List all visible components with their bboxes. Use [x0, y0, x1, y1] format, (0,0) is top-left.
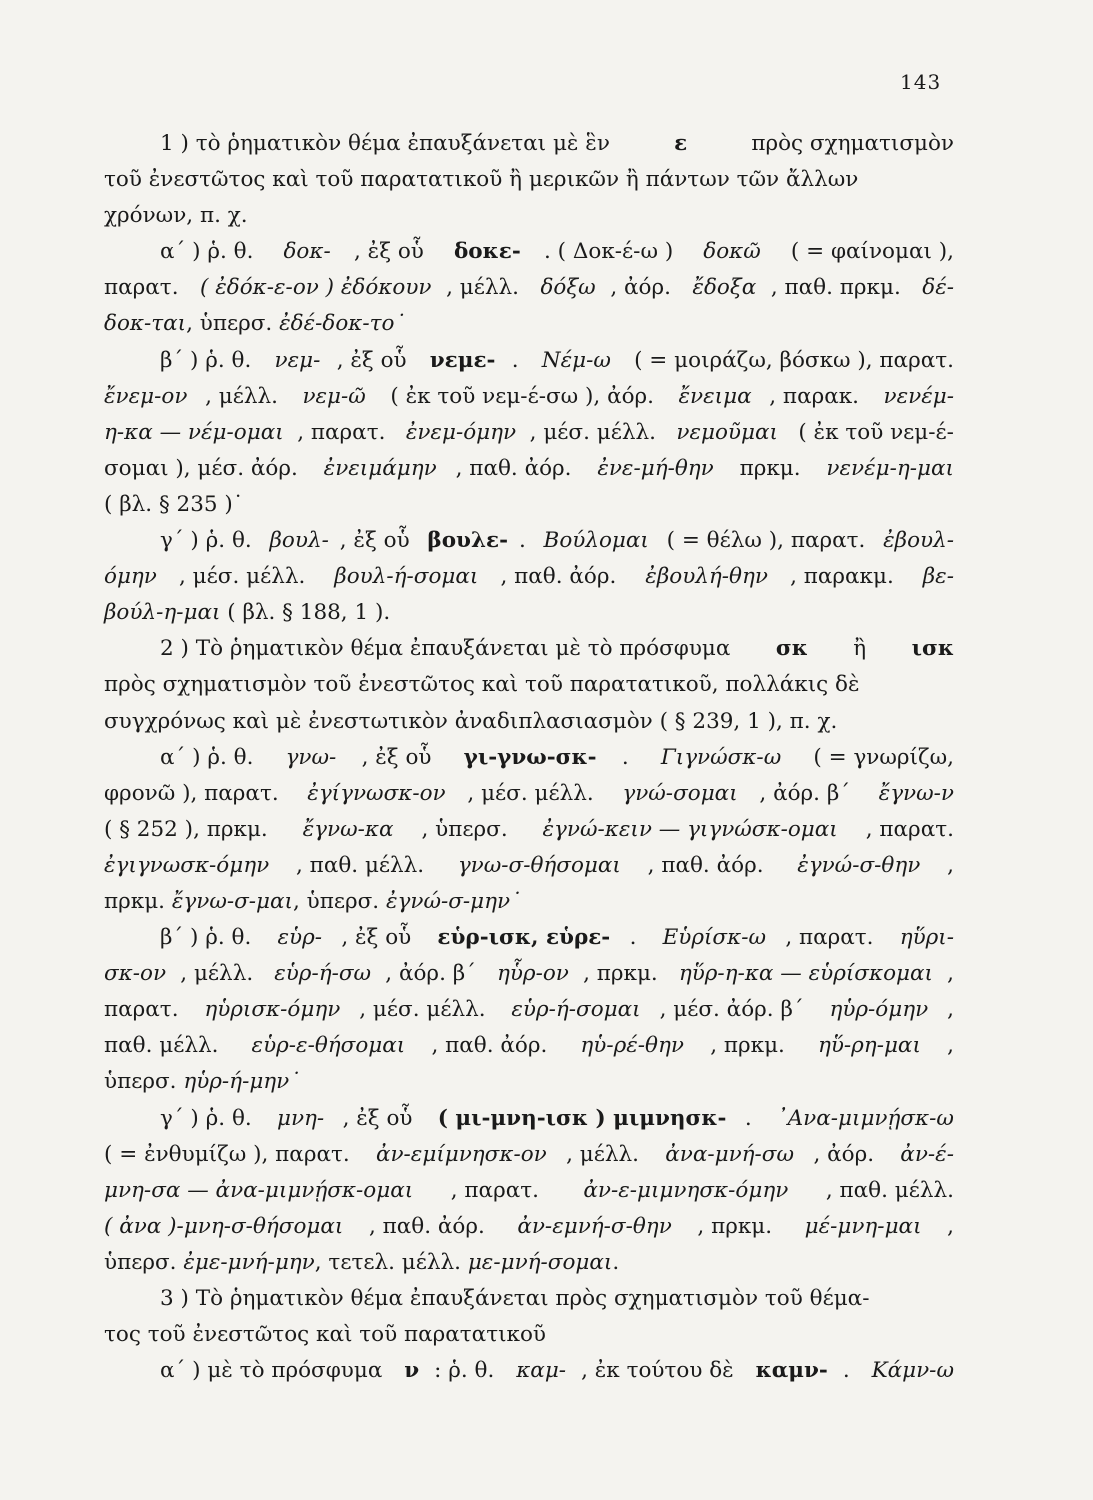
text-line	[104, 1173, 954, 1209]
text-segment: εὑρ-ισκ, εὑρε-	[437, 925, 611, 951]
text-segment: , παθ. ἀόρ.	[455, 455, 579, 481]
text-segment: σκ	[775, 636, 808, 662]
text-segment: τοῦ ἐνεστῶτος καὶ τοῦ παρατατικοῦ ἢ μερικῶν ἢ πάντων τῶν ἄλλων	[104, 167, 859, 193]
text-segment: νενέμ-η-μαι	[826, 455, 954, 481]
text-line	[104, 1209, 954, 1245]
text-segment: 1 ) τὸ ῥηματικὸν θέμα ἐπαυξάνεται μὲ ἓν	[160, 131, 617, 156]
text-segment: , μέλλ.	[446, 275, 526, 301]
text-segment: εὑρ-	[277, 925, 323, 951]
text-segment: 2 ) Τὸ ῥηματικὸν θέμα ἐπαυξάνεται μὲ τὸ πρόσφυμα	[160, 636, 738, 662]
text-segment: , ἐξ οὗ	[336, 347, 414, 373]
text-segment: ( = ἐνθυμίζω ), παρατ.	[104, 1141, 357, 1167]
text-segment: ( ἐκ τοῦ νεμ-έ-σω ), ἀόρ.	[383, 383, 661, 409]
text-segment: Βούλομαι	[543, 528, 649, 554]
text-segment: ἔνεμ-ον	[104, 383, 188, 409]
text-segment: μνη-σα — ἀνα-μιμνῄσκ-ομαι	[104, 1177, 414, 1203]
text-segment: ἔγνω-κα	[302, 816, 394, 842]
text-segment: ηὕρ-η-κα — εὑρίσκομαι	[678, 961, 933, 987]
text-segment: ηὑρισκ-όμην	[204, 997, 341, 1023]
text-segment: ( μι-μνη-ισκ ) μιμνησκ-	[437, 1105, 727, 1131]
text-segment: νεμ-ῶ	[302, 383, 366, 409]
text-segment: .	[612, 1249, 620, 1275]
text-line	[104, 1064, 954, 1100]
text-segment: όμην	[104, 564, 157, 590]
text-segment: δέ-	[922, 275, 954, 301]
text-segment: ηὗρ-ον	[496, 961, 569, 987]
text-line	[104, 1028, 954, 1064]
text-segment: ἀν-εμνή-σ-θην	[517, 1213, 672, 1239]
text-segment: , ὑπερσ.	[186, 311, 280, 337]
text-segment: ἔνειμα	[678, 383, 752, 409]
text-segment: ἀνα-μνή-σω	[665, 1141, 795, 1167]
text-segment: μνη-	[276, 1105, 325, 1131]
text-segment: ἔγνω-ν	[878, 780, 954, 806]
page-number: 143	[900, 70, 942, 94]
text-line	[104, 812, 954, 848]
text-segment: πρὸς σχηματισμὸν τοῦ ἐνεστῶτος καὶ τοῦ παρατατικοῦ, πολλάκις δὲ	[104, 672, 860, 698]
text-segment: ἐβουλ-	[883, 528, 954, 554]
text-segment: .	[744, 1105, 759, 1131]
text-segment: ( = θέλω ), παρατ.	[659, 528, 873, 554]
text-segment: ,	[947, 997, 954, 1023]
text-segment: , πρκμ.	[583, 961, 665, 987]
text-segment: , παθ. μέλλ.	[825, 1177, 954, 1203]
text-segment: , ἀόρ. β΄	[759, 780, 857, 806]
text-segment: , μέλλ.	[180, 961, 260, 987]
text-segment: , παρατ.	[785, 925, 881, 951]
text-segment: , ἐξ οὗ	[361, 744, 439, 770]
text-segment: , μέσ. μέλλ.	[467, 780, 601, 806]
text-segment: ὑπερσ.	[104, 1249, 184, 1275]
text-segment: ἀν-εμίμνησκ-ον	[375, 1141, 547, 1167]
text-segment: , μέσ. μέλλ.	[179, 564, 313, 590]
text-segment: 3 ) Τὸ ῥηματικὸν θέμα ἐπαυξάνεται πρὸς σχηματισμὸν τοῦ θέμα-	[160, 1286, 870, 1311]
text-segment: ἢ	[846, 636, 873, 662]
text-segment: ( βλ. § 188, 1 ).	[220, 600, 391, 626]
text-segment: δόξω	[540, 275, 596, 301]
text-segment: ,	[947, 1213, 954, 1239]
text-segment: Κάμν-ω	[871, 1358, 954, 1384]
text-segment: ἐγνώ-σ-θην	[797, 852, 921, 878]
text-segment: β΄ ) ῥ. θ.	[160, 347, 259, 373]
text-segment: , παθ. πρκμ.	[770, 275, 908, 301]
text-segment: νεμε-	[429, 347, 496, 373]
text-segment: γνω-σ-θήσομαι	[457, 852, 621, 878]
text-line	[104, 126, 954, 162]
text-segment: .	[842, 1358, 857, 1384]
text-segment: ἐγνώ-κειν — γιγνώσκ-ομαι	[542, 816, 838, 842]
text-segment: δοκῶ	[703, 239, 761, 265]
text-segment: βουλε-	[427, 528, 509, 554]
text-segment: β΄ ) ῥ. θ.	[160, 925, 259, 951]
text-segment: ( βλ. § 235 )˙	[104, 491, 244, 517]
text-segment: , ἀόρ. β΄	[385, 961, 483, 987]
text-segment: , παρακμ.	[790, 564, 901, 590]
text-segment: ἔγνω-σ-μαι	[171, 888, 293, 914]
text-segment: γ΄ ) ῥ. θ.	[160, 1105, 259, 1131]
text-line	[104, 270, 954, 306]
body-text	[104, 126, 954, 1389]
text-segment: .	[629, 925, 644, 951]
text-line	[104, 1317, 954, 1353]
text-line	[104, 523, 954, 559]
text-segment: ἀν-έ-	[900, 1141, 954, 1167]
text-segment: συγχρόνως καὶ μὲ ἐνεστωτικὸν ἀναδιπλασιασμὸν ( § 239, 1 ), π. χ.	[104, 708, 838, 734]
text-segment: ἐγίγνωσκ-ον	[307, 780, 446, 806]
text-line	[104, 198, 954, 234]
text-segment: ηὕ-ρη-μαι	[817, 1033, 921, 1059]
text-segment: γνω-	[285, 744, 337, 770]
text-segment: παρατ.	[104, 997, 186, 1023]
text-segment: με-μνή-σομαι	[467, 1249, 613, 1275]
text-segment: ( ἐδόκ-ε-ον ) ἐδόκουν	[200, 275, 432, 301]
text-segment: Νέμ-ω	[541, 347, 611, 373]
text-segment: , μέλλ.	[205, 383, 285, 409]
text-segment: ε	[674, 131, 688, 156]
text-line	[104, 306, 954, 342]
text-segment: καμ-	[516, 1358, 567, 1384]
text-segment: παθ. μέλλ.	[104, 1033, 226, 1059]
text-segment: , ἐξ οὗ	[341, 925, 419, 951]
text-segment: ηὑρ-όμην	[829, 997, 929, 1023]
text-segment: ἐγνώ-σ-μην˙	[385, 888, 521, 914]
text-segment: ᾿Ανα-μιμνῄσκ-ω	[776, 1105, 954, 1131]
text-line	[104, 740, 954, 776]
text-segment: γνώ-σομαι	[622, 780, 738, 806]
text-segment: , παρατ.	[297, 419, 393, 445]
text-line	[104, 379, 954, 415]
text-segment: ὑπερσ.	[104, 1069, 184, 1095]
text-segment: σκ-ον	[104, 961, 167, 987]
text-line	[104, 631, 954, 667]
text-segment: η-κα — νέμ-ομαι	[104, 419, 284, 445]
text-segment: χρόνων, π. χ.	[104, 203, 248, 229]
text-segment: ηὑ-ρέ-θην	[580, 1033, 684, 1059]
text-segment: ισκ	[911, 636, 954, 662]
text-line	[104, 559, 954, 595]
text-segment: α΄ ) ῥ. θ.	[160, 239, 261, 265]
text-segment: ἔδοξα	[692, 275, 757, 301]
text-line	[104, 487, 954, 523]
text-line	[104, 1101, 954, 1137]
text-line	[104, 920, 954, 956]
text-segment: .	[621, 744, 636, 770]
text-segment: παρατ.	[104, 275, 186, 301]
text-segment: Γιγνώσκ-ω	[660, 744, 782, 770]
text-segment: , μέσ. μέλλ.	[529, 419, 663, 445]
text-segment: , μέσ. μέλλ.	[359, 997, 493, 1023]
text-segment: , ὑπερσ.	[292, 888, 386, 914]
text-segment: γ΄ ) ῥ. θ.	[160, 528, 259, 554]
text-segment: βε-	[922, 564, 954, 590]
text-segment: βουλ-	[269, 528, 329, 554]
text-segment: ν	[404, 1358, 420, 1384]
text-segment: δοκ-	[283, 239, 331, 265]
text-line	[104, 848, 954, 884]
text-segment: νεμοῦμαι	[676, 419, 778, 445]
text-segment: ἐνε-μή-θην	[597, 455, 714, 481]
text-segment: , ἐξ οὗ	[342, 1105, 420, 1131]
text-segment: , παθ. ἀόρ.	[500, 564, 624, 590]
text-line	[104, 956, 954, 992]
text-segment: , παρατ.	[865, 816, 954, 842]
text-line	[104, 992, 954, 1028]
text-segment: καμν-	[755, 1358, 828, 1384]
text-segment: , ὑπερσ.	[421, 816, 515, 842]
text-segment: γι-γνω-σκ-	[463, 744, 597, 770]
text-segment: , ἀόρ.	[813, 1141, 881, 1167]
text-segment: εὑρ-ε-θήσομαι	[251, 1033, 406, 1059]
text-segment: , παθ. ἀόρ.	[647, 852, 771, 878]
text-segment: , παθ. μέλλ.	[296, 852, 431, 878]
text-segment: σομαι ), μέσ. ἀόρ.	[104, 455, 305, 481]
text-segment: ,	[947, 852, 954, 878]
text-segment: νεμ-	[274, 347, 321, 373]
text-segment: μέ-μνη-μαι	[804, 1213, 922, 1239]
text-segment: ,	[947, 961, 954, 987]
text-segment: α΄ ) ῥ. θ.	[160, 744, 261, 770]
text-segment: , μέσ. ἀόρ. β΄	[659, 997, 811, 1023]
text-line	[104, 667, 954, 703]
text-segment: α΄ ) μὲ τὸ πρόσφυμα	[160, 1358, 390, 1384]
text-segment: εὑρ-ή-σομαι	[511, 997, 641, 1023]
text-segment: , παρατ.	[450, 1177, 546, 1203]
text-line	[104, 343, 954, 379]
text-segment: : ῥ. θ.	[434, 1358, 502, 1384]
text-segment: ἀν-ε-μιμνησκ-όμην	[583, 1177, 789, 1203]
text-segment: , ἐκ τούτου δὲ	[581, 1358, 741, 1384]
text-line	[104, 595, 954, 631]
text-segment: ἐμε-μνή-μην	[183, 1249, 315, 1275]
text-segment: ηὕρι-	[899, 925, 954, 951]
text-segment: ἐδέ-δοκ-το˙	[279, 311, 406, 337]
text-segment: τος τοῦ ἐνεστῶτος καὶ τοῦ παρατατικοῦ	[104, 1322, 546, 1348]
text-segment: Εὑρίσκ-ω	[662, 925, 766, 951]
text-segment: πρκμ.	[104, 888, 172, 914]
text-segment: δοκ-ται	[104, 311, 187, 337]
text-segment: ( = μοιράζω, βόσκω ), παρατ.	[627, 347, 954, 373]
text-segment: , πρκμ.	[710, 1033, 792, 1059]
text-line	[104, 234, 954, 270]
text-line	[104, 162, 954, 198]
text-segment: , πρκμ.	[697, 1213, 779, 1239]
text-line	[104, 451, 954, 487]
text-segment: ( ἀνα )-μνη-σ-θήσομαι	[104, 1213, 344, 1239]
text-segment: ( § 252 ), πρκμ.	[104, 816, 275, 842]
text-segment: , τετελ. μέλλ.	[314, 1249, 468, 1275]
text-segment: δοκε-	[453, 239, 521, 265]
text-segment: ( = γνωρίζω,	[806, 744, 954, 770]
text-segment: ( = φαίνομαι ),	[784, 239, 954, 265]
text-segment: πρκμ.	[732, 455, 808, 481]
text-segment: εὑρ-ή-σω	[274, 961, 372, 987]
text-segment: , ἐξ οὗ	[339, 528, 417, 554]
text-line	[104, 776, 954, 812]
text-segment: . ( Δοκ-έ-ω )	[543, 239, 681, 265]
text-segment: φρονῶ ), παρατ.	[104, 780, 286, 806]
text-segment: , ἐξ οὗ	[353, 239, 431, 265]
text-line	[104, 1353, 954, 1389]
text-segment: .	[518, 528, 533, 554]
text-line	[104, 704, 954, 740]
text-segment: , μέλλ.	[566, 1141, 646, 1167]
text-segment: ἐβουλή-θην	[645, 564, 768, 590]
text-segment: .	[511, 347, 526, 373]
text-segment: βούλ-η-μαι	[104, 600, 221, 626]
text-segment: , παθ. ἀόρ.	[368, 1213, 492, 1239]
text-segment: ἐνειμάμην	[323, 455, 437, 481]
text-segment: ἐγιγνωσκ-όμην	[104, 852, 270, 878]
text-segment: νενέμ-	[883, 383, 954, 409]
text-segment: βουλ-ή-σομαι	[334, 564, 479, 590]
text-segment: ηὑρ-ή-μην˙	[183, 1069, 301, 1095]
text-line	[104, 1245, 954, 1281]
text-line	[104, 1281, 954, 1317]
text-segment: ἐνεμ-όμην	[405, 419, 517, 445]
text-line	[104, 415, 954, 451]
text-segment: ,	[947, 1033, 954, 1059]
text-segment: , παθ. ἀόρ.	[431, 1033, 555, 1059]
text-line	[104, 884, 954, 920]
text-line	[104, 1137, 954, 1173]
text-segment: , παρακ.	[769, 383, 866, 409]
text-segment: , ἀόρ.	[610, 275, 678, 301]
text-segment: πρὸς σχηματισμὸν	[744, 131, 954, 156]
text-segment: ( ἐκ τοῦ νεμ-έ-	[791, 419, 954, 445]
